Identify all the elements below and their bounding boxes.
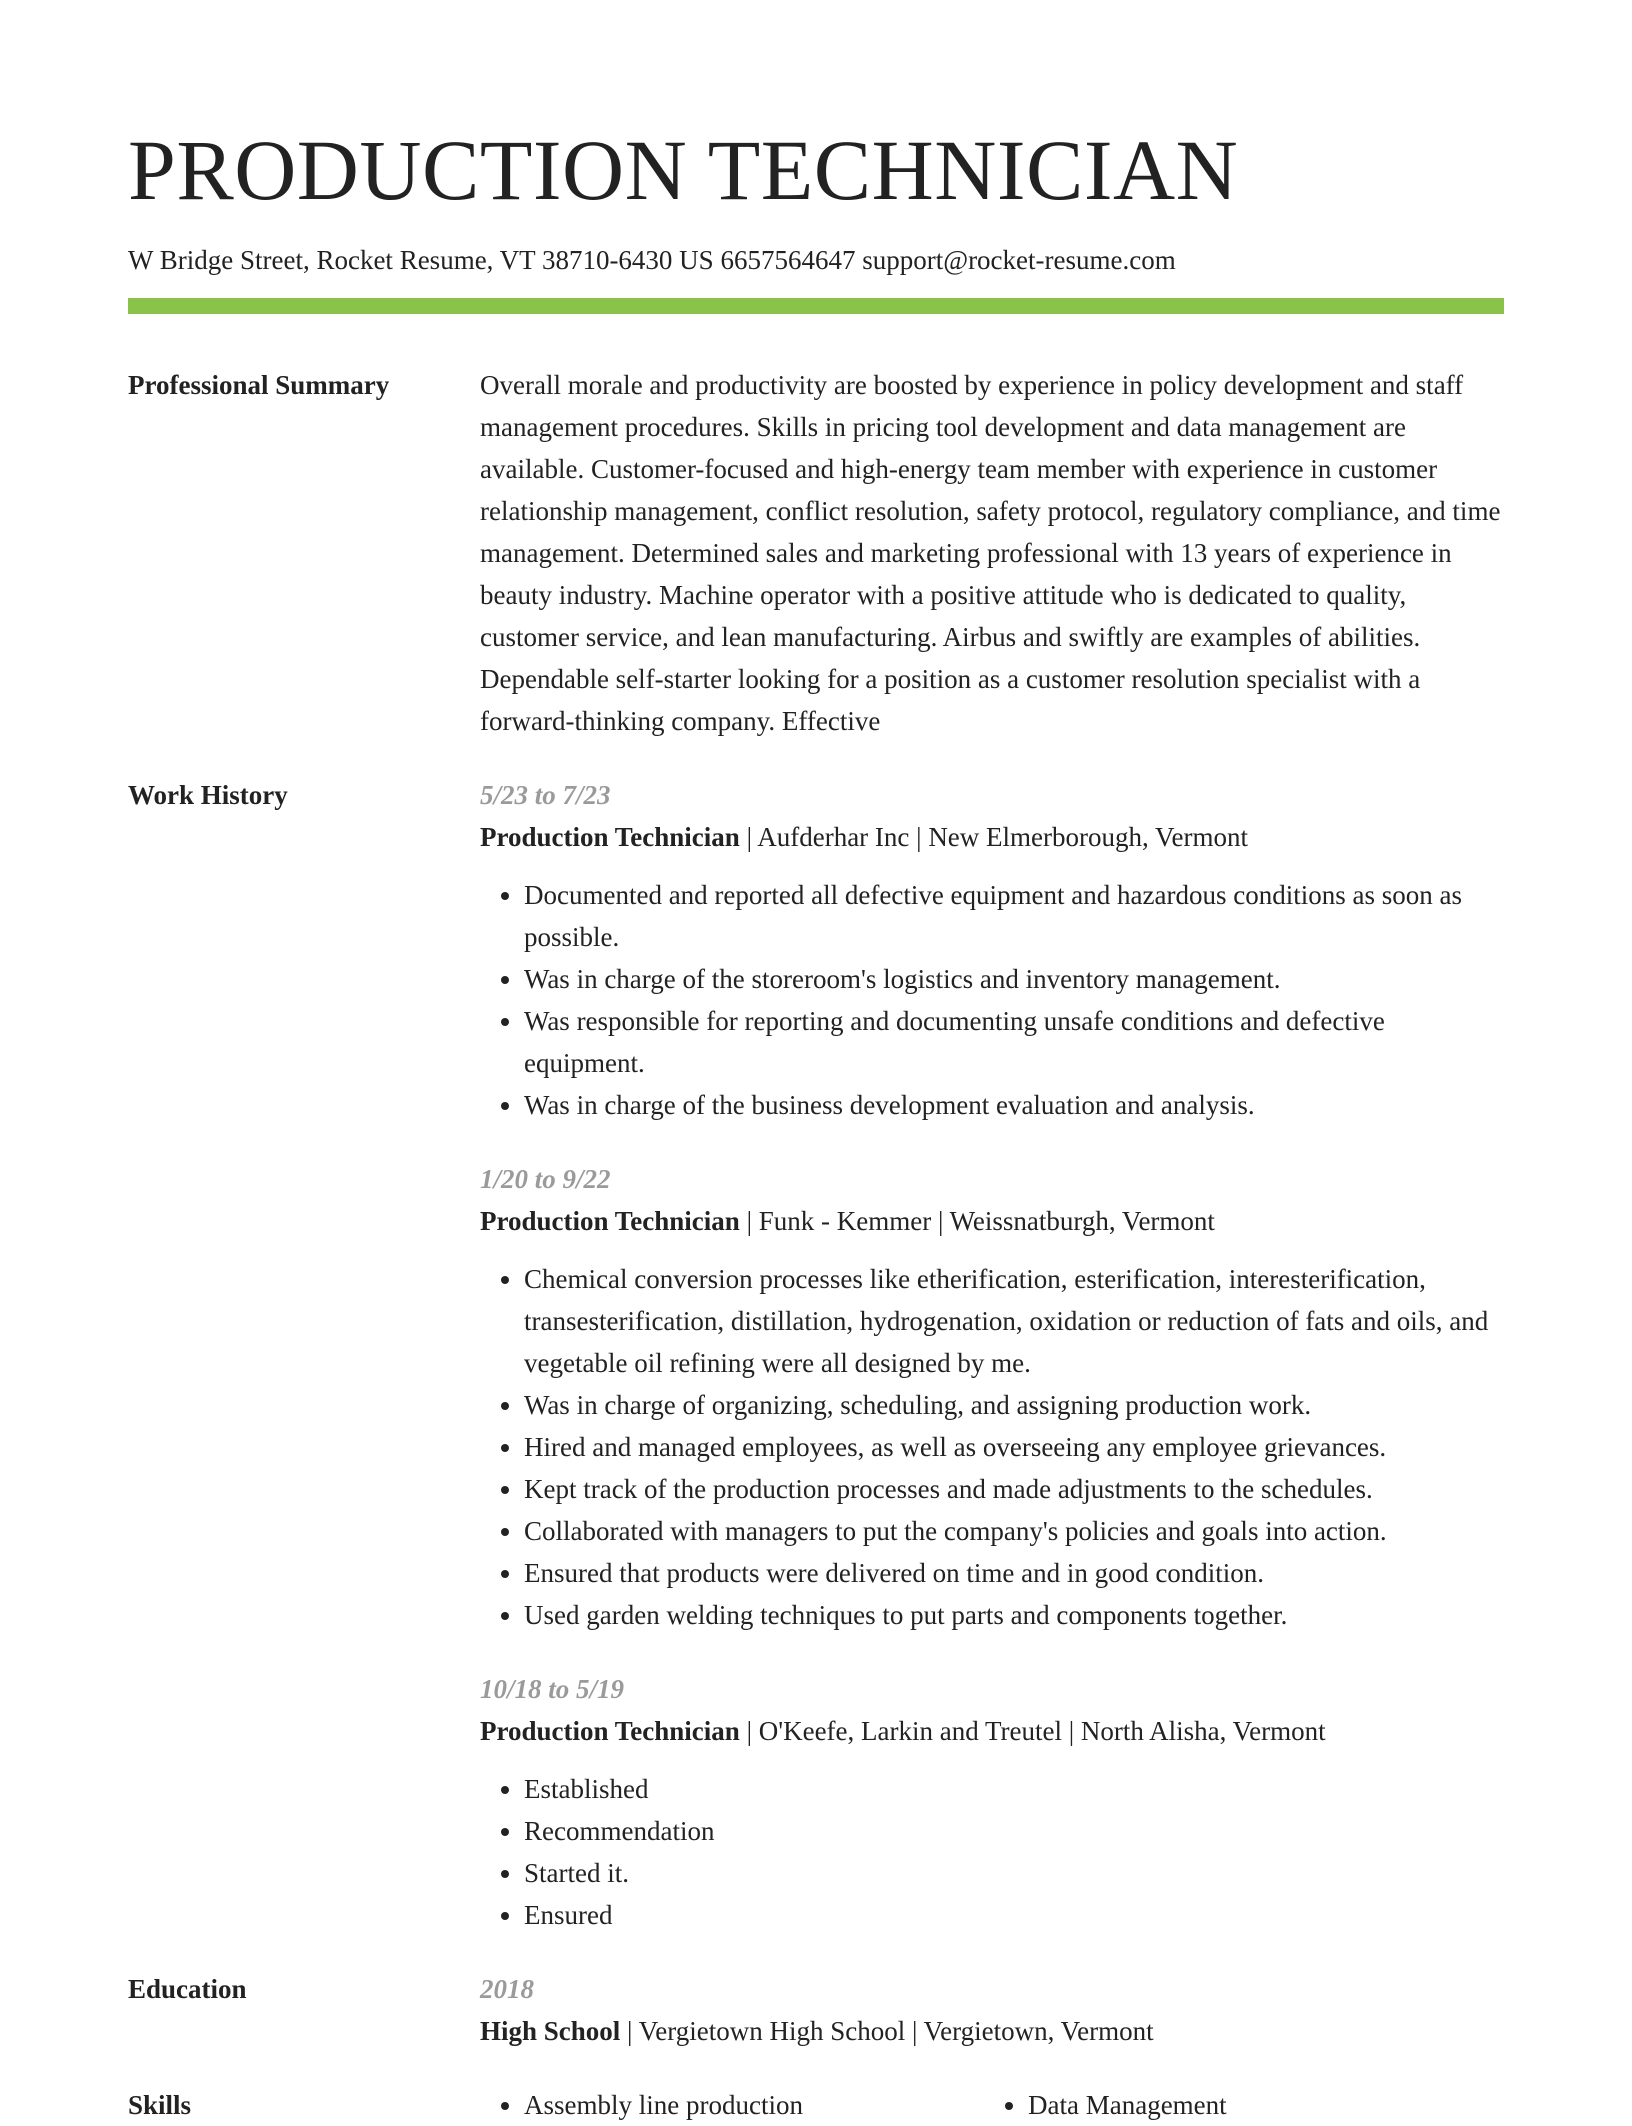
work-history-section xyxy=(128,774,1504,1936)
job-bullet: • Recommendation xyxy=(524,1810,1504,1852)
job-location: New Elmerborough, Vermont xyxy=(928,822,1249,852)
job-dates: 5/23 to 7/23 xyxy=(480,780,611,810)
job-separator xyxy=(1062,1716,1081,1746)
job-bullet: • Kept track of the production processes and made adjustments to the schedules. xyxy=(524,1468,1504,1510)
job-bullets xyxy=(480,1258,1504,1636)
work-history-heading: Work History xyxy=(128,780,288,810)
skills-column-left xyxy=(480,2084,984,2126)
job-bullet: • Chemical conversion processes like etherification, esterification, interesterification, transesterification, distillation, hydrogenation, oxidation or reduction of fats and oils, and vegetable oil refining were all designed by me. xyxy=(524,1258,1504,1384)
job-bullet: • Ensured that products were delivered on time and in good condition. xyxy=(524,1552,1504,1594)
job-title: Production Technician xyxy=(480,1716,740,1746)
job-separator xyxy=(740,1206,759,1236)
job-bullet: • Started it. xyxy=(524,1852,1504,1894)
job-bullet: • Was in charge of organizing, scheduling, and assigning production work. xyxy=(524,1384,1504,1426)
job-bullet: • Was in charge of the storeroom's logistics and inventory management. xyxy=(524,958,1504,1000)
education-section xyxy=(128,1968,1504,2052)
education-degree: High School xyxy=(480,2016,621,2046)
summary-heading: Professional Summary xyxy=(128,370,390,400)
job-entry xyxy=(480,774,1504,1126)
job-location: Weissnatburgh, Vermont xyxy=(949,1206,1215,1236)
job-entry xyxy=(480,1158,1504,1636)
education-line xyxy=(480,2010,1504,2052)
summary-section xyxy=(128,364,1504,742)
job-bullet: • Hired and managed employees, as well as overseeing any employee grievances. xyxy=(524,1426,1504,1468)
job-title-line xyxy=(480,816,1504,858)
contact-address: W Bridge Street, Rocket Resume, VT 38710-6430 US xyxy=(128,245,714,275)
skills-section xyxy=(128,2084,1504,2126)
skills-body xyxy=(480,2084,1504,2126)
job-separator xyxy=(931,1206,949,1236)
job-bullet: • Established xyxy=(524,1768,1504,1810)
job-separator xyxy=(740,1716,759,1746)
contact-phone: 6657564647 xyxy=(720,245,856,275)
job-company: Aufderhar Inc xyxy=(757,822,910,852)
skills-heading: Skills xyxy=(128,2090,192,2120)
job-bullet: • Was in charge of the business development evaluation and analysis. xyxy=(524,1084,1504,1126)
job-title-line xyxy=(480,1200,1504,1242)
education-separator xyxy=(620,2016,638,2046)
job-bullet: • Collaborated with managers to put the company's policies and goals into action. xyxy=(524,1510,1504,1552)
job-location: North Alisha, Vermont xyxy=(1080,1716,1326,1746)
skills-grid xyxy=(480,2084,1504,2126)
contact-email: support@rocket-resume.com xyxy=(862,245,1176,275)
job-company: Funk - Kemmer xyxy=(758,1206,932,1236)
job-bullets xyxy=(480,1768,1504,1936)
education-body xyxy=(480,1968,1504,2052)
resume-name: PRODUCTION TECHNICIAN xyxy=(128,122,1239,218)
skill-item: • Assembly line production xyxy=(524,2084,984,2126)
job-company: O'Keefe, Larkin and Treutel xyxy=(758,1716,1062,1746)
job-title-line xyxy=(480,1710,1504,1752)
job-bullet: • Was responsible for reporting and documenting unsafe conditions and defective equipment. xyxy=(524,1000,1504,1084)
job-bullet: • Used garden welding techniques to put parts and components together. xyxy=(524,1594,1504,1636)
job-separator xyxy=(909,822,928,852)
summary-body xyxy=(480,364,1504,742)
education-separator xyxy=(905,2016,923,2046)
education-heading: Education xyxy=(128,1974,247,2004)
work-history-body xyxy=(480,774,1504,1936)
job-bullet: • Ensured xyxy=(524,1894,1504,1936)
job-separator xyxy=(740,822,757,852)
job-dates: 1/20 to 9/22 xyxy=(480,1164,611,1194)
job-entry xyxy=(480,1668,1504,1936)
job-title: Production Technician xyxy=(480,1206,740,1236)
job-bullets xyxy=(480,874,1504,1126)
contact-line xyxy=(128,242,1504,278)
summary-text: Overall morale and productivity are boosted by experience in policy development and staff management procedures. Skills in pricing tool development and data management are available. Customer-focused and high-energy team member with experience in customer relationship management, conflict resolution, safety protocol, regulatory compliance, and time management. Determined sales and marketing professional with 13 years of experience in beauty industry. Machine operator with a positive attitude who is dedicated to quality, customer service, and lean manufacturing. Airbus and swiftly are examples of abilities. Dependable self-starter looking for a position as a customer resolution specialist with a forward-thinking company. Effective xyxy=(480,370,1501,736)
resume-page xyxy=(128,0,1504,2126)
job-title: Production Technician xyxy=(480,822,740,852)
job-dates: 10/18 to 5/19 xyxy=(480,1674,625,1704)
education-school: Vergietown High School xyxy=(638,2016,906,2046)
skills-column-right xyxy=(984,2084,1488,2126)
education-location: Vergietown, Vermont xyxy=(923,2016,1154,2046)
skill-item: • Data Management xyxy=(1028,2084,1488,2126)
education-year: 2018 xyxy=(480,1974,534,2004)
header-divider xyxy=(128,298,1504,314)
job-bullet: • Documented and reported all defective equipment and hazardous conditions as soon as possible. xyxy=(524,874,1504,958)
